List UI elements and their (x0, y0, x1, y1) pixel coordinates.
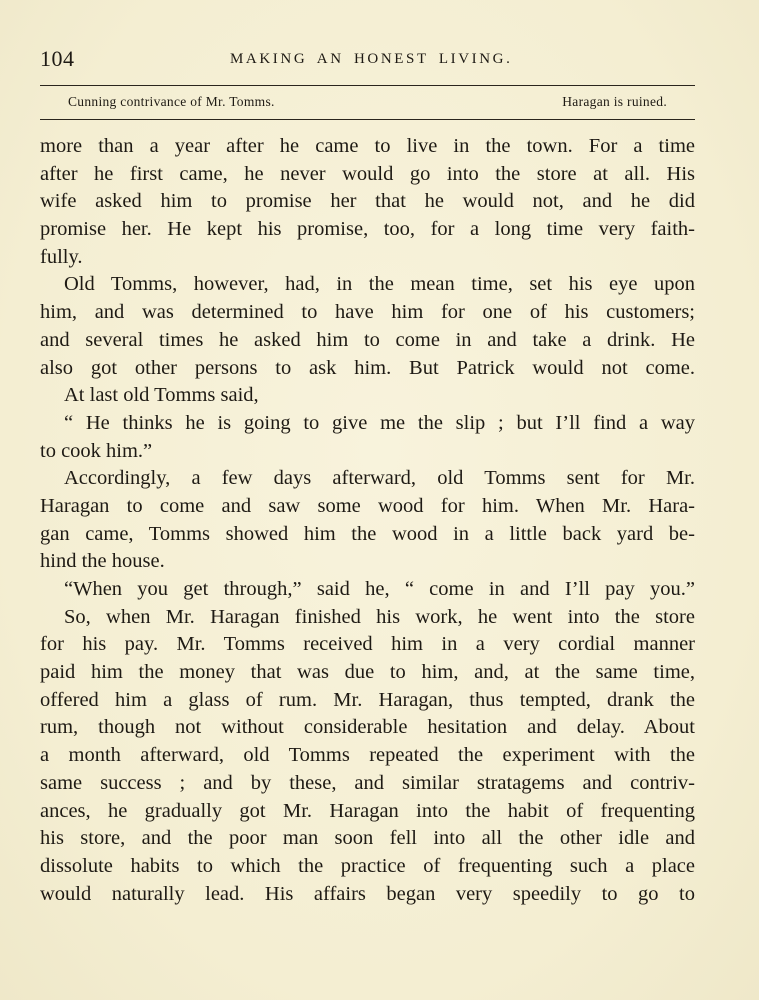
top-rule (40, 85, 695, 86)
text-line: dissolute habits to which the practice of frequenting such a place (40, 854, 695, 877)
text-line: hind the house. (40, 550, 165, 573)
bottom-rule (40, 119, 695, 120)
text-line: Haragan to come and saw some wood for him. When Mr. Hara- (40, 494, 695, 517)
text-line: “When you get through,” said he, “ come in and I’ll pay you.” (64, 578, 695, 600)
text-line: for his pay. Mr. Tomms received him in a very cordial manner (40, 633, 695, 656)
text-line: and several times he asked him to come in and take a drink. He (40, 328, 695, 351)
book-title: MAKING AN HONEST LIVING. (230, 51, 513, 67)
text-line: So, when Mr. Haragan finished his work, he went into the store (64, 605, 695, 628)
subheading-left: Cunning contrivance of Mr. Tomms. (68, 94, 275, 109)
text-line: gan came, Tomms showed him the wood in a little back yard be- (40, 522, 695, 545)
text-line: to cook him.” (40, 439, 153, 462)
text-line: same success ; and by these, and similar stratagems and contriv- (40, 771, 695, 794)
text-line: offered him a glass of rum. Mr. Haragan, thus tempted, drank the (40, 688, 695, 711)
text-line: Accordingly, a few days afterward, old Tomms sent for Mr. (64, 467, 695, 490)
text-line: ances, he gradually got Mr. Haragan into the habit of frequenting (40, 799, 695, 822)
text-line: after he first came, he never would go into the store at all. His (40, 162, 695, 185)
text-line: paid him the money that was due to him, and, at the same time, (40, 661, 695, 684)
text-line: “ He thinks he is going to give me the slip ; but I’ll find a way (64, 411, 695, 434)
body-text (40, 133, 695, 908)
text-line: more than a year after he came to live in the town. For a time (40, 135, 695, 157)
text-line: would naturally lead. His affairs began very speedily to go to (40, 882, 695, 905)
text-line: him, and was determined to have him for one of his customers; (40, 301, 695, 324)
text-line: At last old Tomms said, (64, 384, 259, 407)
text-line: also got other persons to ask him. But Patrick would not come. (40, 356, 695, 379)
subheading-right: Haragan is ruined. (562, 94, 667, 109)
text-line: promise her. He kept his promise, too, for a long time very faith- (40, 218, 695, 241)
text-line: a month afterward, old Tomms repeated the experiment with the (40, 744, 695, 767)
text-line: fully. (40, 245, 83, 268)
text-line: rum, though not without considerable hesitation and delay. About (40, 716, 695, 739)
text-line: Old Tomms, however, had, in the mean time, set his eye upon (64, 273, 695, 296)
text-line: his store, and the poor man soon fell into all the other idle and (40, 827, 695, 850)
page-number: 104 (40, 46, 75, 71)
section-subheading (40, 94, 695, 114)
running-head (40, 46, 695, 76)
text-line: wife asked him to promise her that he would not, and he did (40, 190, 695, 213)
